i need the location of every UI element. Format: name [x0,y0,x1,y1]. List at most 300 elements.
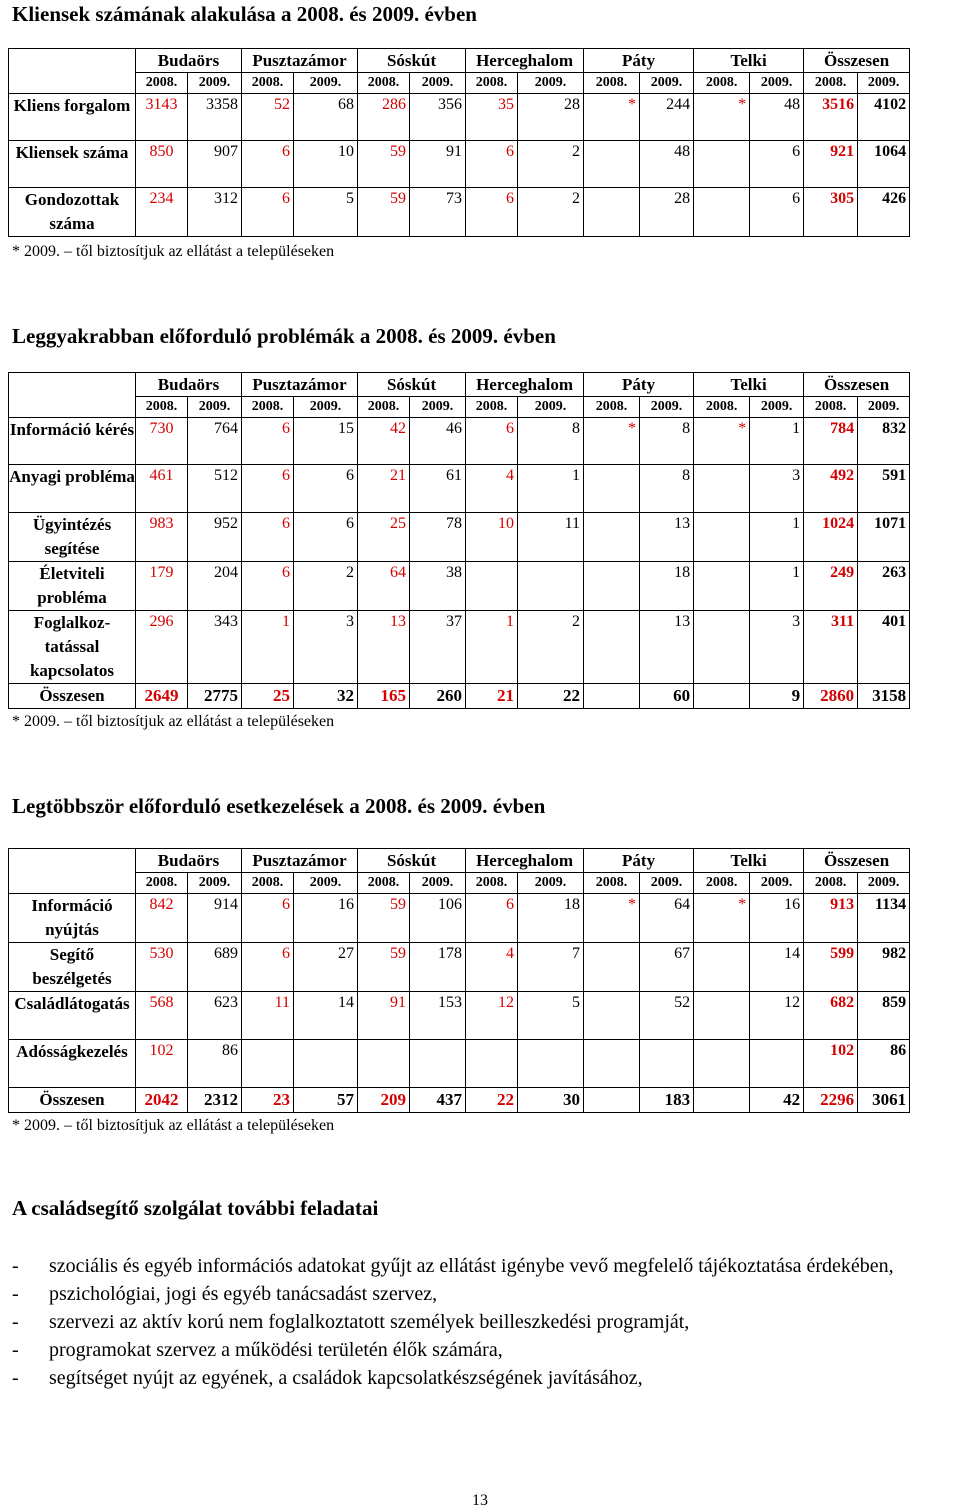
table-row [9,141,910,188]
row-label: Adósságkezelés [9,1040,136,1088]
table-cell: * [694,418,750,465]
column-header-town: Sóskút [358,373,466,397]
table-cell: 28 [518,94,584,141]
table-cell: 8 [640,465,694,513]
table-cell: 921 [804,141,858,188]
table-cell [584,992,640,1040]
column-header-town: Herceghalom [466,49,584,73]
task-item [12,1336,952,1364]
table-cell: 64 [640,894,694,943]
task-item [12,1252,952,1280]
table-cell: 52 [640,992,694,1040]
table-cell [694,465,750,513]
table-cell: 832 [858,418,910,465]
table-cell: 6 [750,188,804,237]
table-title-problems: Leggyakrabban előforduló problémák a 2008. és 2009. évben [12,324,556,348]
table-cell [410,1040,466,1088]
table-cell: 4102 [858,94,910,141]
footnote: * 2009. – től biztosítjuk az ellátást a településeken [12,243,335,260]
column-header-year: 2008. [358,73,410,94]
table-cell [584,465,640,513]
table-cell: 2 [294,562,358,611]
table-row [9,1040,910,1088]
table-cell [358,1040,410,1088]
table-cell: 5 [518,992,584,1040]
table-cell: 6 [242,513,294,562]
table-row [9,992,910,1040]
table-cell: 623 [188,992,242,1040]
row-label: Információ nyújtás [9,894,136,943]
table-cell [584,562,640,611]
table-cell: 730 [136,418,188,465]
column-header-year: 2008. [136,397,188,418]
table-cell: 401 [858,611,910,684]
table-cell: 11 [518,513,584,562]
table-cell: 3143 [136,94,188,141]
table-cell: 1 [466,611,518,684]
table-row [9,611,910,684]
table-cell: 859 [858,992,910,1040]
bullet-dash: - [12,1283,19,1305]
column-header-town: Herceghalom [466,373,584,397]
table-cell: 78 [410,513,466,562]
table-cell: 6 [466,418,518,465]
table-cell: 234 [136,188,188,237]
page-number: 13 [472,1492,488,1509]
table-cell: 64 [358,562,410,611]
table-cell: 32 [294,684,358,709]
table-cell: 61 [410,465,466,513]
column-header-town: Telki [694,373,804,397]
table-cell: 57 [294,1088,358,1113]
table-cell: * [694,94,750,141]
table-cell: 312 [188,188,242,237]
column-header-year: 2009. [410,397,466,418]
table-cell [694,188,750,237]
table-cell: 73 [410,188,466,237]
table-cell: 913 [804,894,858,943]
table-cell: 12 [750,992,804,1040]
table-title-cases: Legtöbbször előforduló esetkezelések a 2008. és 2009. évben [12,794,546,818]
table-cell: 850 [136,141,188,188]
table-cell: 59 [358,141,410,188]
table-cell: 983 [136,513,188,562]
column-header-year: 2008. [136,73,188,94]
column-header-year: 2009. [750,873,804,894]
row-label: Anyagi probléma [9,465,136,513]
table-cell: 591 [858,465,910,513]
row-label: Családlátogatás [9,992,136,1040]
table-cell: 48 [750,94,804,141]
table-cell: * [584,418,640,465]
column-header-town: Sóskút [358,49,466,73]
table-cell: 38 [410,562,466,611]
table-cell: 3 [750,611,804,684]
column-header-town: Budaörs [136,49,242,73]
table-cell: 16 [294,894,358,943]
table-cell: 568 [136,992,188,1040]
column-header-year: 2008. [358,397,410,418]
table-cell [584,943,640,992]
table-row [9,94,910,141]
table-cell: 682 [804,992,858,1040]
task-text: pszichológiai, jogi és egyéb tanácsadást szervez, [49,1283,438,1305]
table-cell: 52 [242,94,294,141]
column-header-year: 2008. [694,397,750,418]
table-cell: 209 [358,1088,410,1113]
column-header-year: 2009. [750,73,804,94]
table-cell: * [584,94,640,141]
table-cell: 18 [518,894,584,943]
header-blank [9,849,136,894]
table-cell: 4 [466,943,518,992]
table-cell: 1 [750,418,804,465]
task-item [12,1308,952,1336]
table-cell: 6 [242,465,294,513]
table-cell: 3158 [858,684,910,709]
table-cell: 2 [518,188,584,237]
column-header-year: 2009. [410,873,466,894]
tasks-list [12,1252,952,1392]
column-header-town: Összesen [804,849,910,873]
table-cell: 6 [242,141,294,188]
table-cell: 1 [518,465,584,513]
table-cell: 28 [640,188,694,237]
table-cell: 8 [518,418,584,465]
table-cell: 343 [188,611,242,684]
task-text: programokat szervez a működési területén élők számára, [49,1339,503,1361]
table-cell: 6 [466,894,518,943]
table-cell: 102 [804,1040,858,1088]
column-header-town: Páty [584,849,694,873]
table-cell: 10 [466,513,518,562]
column-header-town: Telki [694,49,804,73]
table-cell: 5 [294,188,358,237]
table-cell: 25 [358,513,410,562]
table-cell: 6 [294,465,358,513]
table-cell: 6 [242,943,294,992]
table-cell: 67 [640,943,694,992]
table-cell: 2775 [188,684,242,709]
table-cell: 18 [640,562,694,611]
row-label: Ügyintézés segítése [9,513,136,562]
tasks-heading: A családsegítő szolgálat további feladatai [12,1196,379,1220]
table-cell: 22 [518,684,584,709]
table-cell: 2649 [136,684,188,709]
table-cell: 599 [804,943,858,992]
column-header-year: 2009. [188,873,242,894]
table-cell [242,1040,294,1088]
table-row [9,188,910,237]
header-blank [9,49,136,94]
bullet-dash: - [12,1311,19,1333]
table-cell: 842 [136,894,188,943]
table-cell: 914 [188,894,242,943]
table-cell: 3516 [804,94,858,141]
table-cell: 1024 [804,513,858,562]
table-cell: 204 [188,562,242,611]
table-cell: 764 [188,418,242,465]
table-row [9,562,910,611]
table-row [9,894,910,943]
column-header-town: Összesen [804,373,910,397]
table-row [9,1088,910,1113]
table-cell [466,562,518,611]
table-cell: 263 [858,562,910,611]
table-cell: 86 [858,1040,910,1088]
table-cell: 426 [858,188,910,237]
table-cell [584,188,640,237]
footnote: * 2009. – től biztosítjuk az ellátást a településeken [12,1117,335,1134]
table-cell: 183 [640,1088,694,1113]
column-header-year: 2008. [466,873,518,894]
table-cell: 6 [242,562,294,611]
table-cell: 14 [750,943,804,992]
table-cell: 6 [294,513,358,562]
table-cell: 952 [188,513,242,562]
table-cell: 311 [804,611,858,684]
table-cell: 1 [242,611,294,684]
table-cell: 13 [358,611,410,684]
column-header-year: 2008. [694,73,750,94]
table-cell [584,1088,640,1113]
column-header-year: 2009. [858,397,910,418]
table-cell: 1071 [858,513,910,562]
table-cell [294,1040,358,1088]
column-header-year: 2008. [466,73,518,94]
table-cell: 13 [640,513,694,562]
table-cell: 437 [410,1088,466,1113]
column-header-town: Páty [584,49,694,73]
table-cell: 260 [410,684,466,709]
table-cell [518,1040,584,1088]
table-cell [694,1040,750,1088]
table-cell: 6 [750,141,804,188]
table-row [9,465,910,513]
table-cell: 3358 [188,94,242,141]
table-cell: * [584,894,640,943]
table-cell [584,141,640,188]
table-cell: 689 [188,943,242,992]
table-cell [694,684,750,709]
cases-table [8,848,910,1113]
table-cell: 6 [242,894,294,943]
table-cell: 37 [410,611,466,684]
table-cell: 784 [804,418,858,465]
column-header-year: 2008. [584,73,640,94]
table-cell: 22 [466,1088,518,1113]
table-cell [584,684,640,709]
table-cell: 982 [858,943,910,992]
row-label: Életviteli probléma [9,562,136,611]
table-cell: 14 [294,992,358,1040]
table-cell: 59 [358,943,410,992]
table-cell: 305 [804,188,858,237]
table-cell: 68 [294,94,358,141]
table-cell: 11 [242,992,294,1040]
row-label: Összesen [9,684,136,709]
table-cell: 9 [750,684,804,709]
table-cell: 907 [188,141,242,188]
table-cell: 16 [750,894,804,943]
table-cell: 2 [518,141,584,188]
task-text: szociális és egyéb információs adatokat gyűjt az ellátást igénybe vevő megfelelő tájékoztatása érdekében, [49,1255,894,1277]
table-cell: 30 [518,1088,584,1113]
table-cell: 42 [358,418,410,465]
bullet-dash: - [12,1339,19,1361]
column-header-year: 2009. [750,397,804,418]
table-cell: 1134 [858,894,910,943]
column-header-year: 2008. [804,397,858,418]
table-cell: 530 [136,943,188,992]
table-cell: 6 [466,141,518,188]
column-header-town: Budaörs [136,849,242,873]
table-row [9,684,910,709]
table-cell: 21 [466,684,518,709]
table-cell: 165 [358,684,410,709]
table-row [9,418,910,465]
table-cell: 59 [358,188,410,237]
table-cell: 512 [188,465,242,513]
table-cell [694,943,750,992]
column-header-year: 2009. [858,73,910,94]
column-header-year: 2008. [358,873,410,894]
table-cell: 2296 [804,1088,858,1113]
table-cell: 1 [750,562,804,611]
table-cell [694,1088,750,1113]
column-header-year: 2009. [518,873,584,894]
column-header-town: Pusztazámor [242,373,358,397]
table-cell: 7 [518,943,584,992]
table-cell: 60 [640,684,694,709]
row-label: Foglalkoz-tatással kapcsolatos [9,611,136,684]
row-label: Összesen [9,1088,136,1113]
table-cell: 179 [136,562,188,611]
table-cell: 1 [750,513,804,562]
bullet-dash: - [12,1255,19,1277]
table-cell: 8 [640,418,694,465]
table-cell [694,611,750,684]
table-row [9,943,910,992]
column-header-year: 2008. [242,873,294,894]
table-cell: 3061 [858,1088,910,1113]
column-header-year: 2008. [466,397,518,418]
table-cell: 244 [640,94,694,141]
table-cell [694,992,750,1040]
table-cell: 59 [358,894,410,943]
table-cell: 2 [518,611,584,684]
table-cell: * [694,894,750,943]
table-cell: 86 [188,1040,242,1088]
table-cell: 2042 [136,1088,188,1113]
row-label: Kliensek száma [9,141,136,188]
column-header-town: Páty [584,373,694,397]
table-cell: 10 [294,141,358,188]
column-header-town: Herceghalom [466,849,584,873]
table-row [9,513,910,562]
column-header-town: Pusztazámor [242,849,358,873]
table-cell: 27 [294,943,358,992]
column-header-year: 2009. [518,397,584,418]
column-header-year: 2009. [188,397,242,418]
table-title-clients: Kliensek számának alakulása a 2008. és 2009. évben [12,2,477,26]
table-cell: 12 [466,992,518,1040]
table-cell: 21 [358,465,410,513]
column-header-year: 2008. [136,873,188,894]
task-item [12,1280,952,1308]
table-cell: 3 [750,465,804,513]
task-text: segítséget nyújt az egyének, a családok kapcsolatkészségének javításához, [49,1367,643,1389]
table-cell: 35 [466,94,518,141]
clients-table [8,48,910,237]
task-text: szervezi az aktív korú nem foglalkoztatott személyek beilleszkedési programját, [49,1311,690,1333]
table-cell: 91 [410,141,466,188]
column-header-year: 2009. [188,73,242,94]
column-header-town: Sóskút [358,849,466,873]
table-cell: 492 [804,465,858,513]
table-cell: 3 [294,611,358,684]
table-cell: 23 [242,1088,294,1113]
table-cell [466,1040,518,1088]
table-cell: 42 [750,1088,804,1113]
table-cell: 6 [466,188,518,237]
table-cell: 153 [410,992,466,1040]
column-header-year: 2009. [640,397,694,418]
column-header-year: 2008. [584,397,640,418]
table-cell: 249 [804,562,858,611]
task-item [12,1364,952,1392]
table-cell: 15 [294,418,358,465]
table-cell: 91 [358,992,410,1040]
column-header-year: 2009. [518,73,584,94]
table-cell: 102 [136,1040,188,1088]
column-header-year: 2009. [858,873,910,894]
column-header-town: Budaörs [136,373,242,397]
row-label: Segítő beszélgetés [9,943,136,992]
column-header-town: Telki [694,849,804,873]
table-cell [518,562,584,611]
table-cell: 1064 [858,141,910,188]
table-cell [584,611,640,684]
header-blank [9,373,136,418]
row-label: Információ kérés [9,418,136,465]
column-header-year: 2008. [584,873,640,894]
table-cell: 2312 [188,1088,242,1113]
table-cell [640,1040,694,1088]
column-header-year: 2009. [294,73,358,94]
table-cell: 6 [242,188,294,237]
table-cell [694,141,750,188]
table-cell [750,1040,804,1088]
table-cell [694,513,750,562]
table-cell [584,1040,640,1088]
footnote: * 2009. – től biztosítjuk az ellátást a településeken [12,713,335,730]
column-header-year: 2009. [410,73,466,94]
column-header-year: 2009. [640,73,694,94]
row-label: Kliens forgalom [9,94,136,141]
column-header-town: Összesen [804,49,910,73]
table-cell: 4 [466,465,518,513]
table-cell: 25 [242,684,294,709]
column-header-year: 2008. [804,873,858,894]
row-label: Gondozottak száma [9,188,136,237]
table-cell: 461 [136,465,188,513]
table-cell: 48 [640,141,694,188]
table-cell: 356 [410,94,466,141]
table-cell: 2860 [804,684,858,709]
table-cell: 286 [358,94,410,141]
column-header-year: 2008. [242,73,294,94]
